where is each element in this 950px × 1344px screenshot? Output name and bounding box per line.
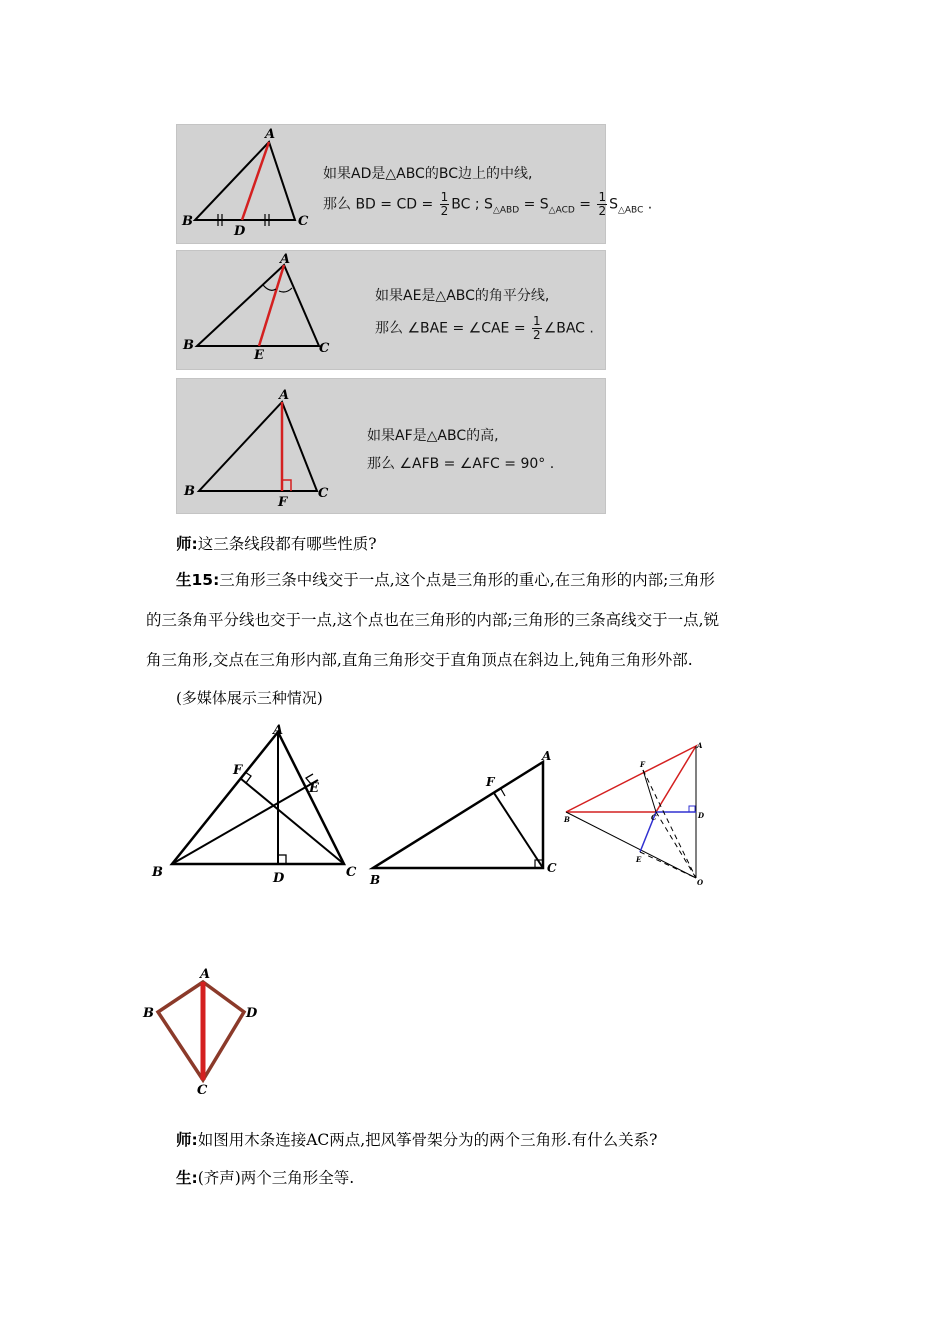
right-label-f: F xyxy=(486,775,495,789)
altitude-panel xyxy=(176,378,606,514)
altitude-cases-figure xyxy=(140,720,720,890)
label-b: B xyxy=(182,214,193,229)
median-panel xyxy=(176,124,653,244)
bisector-conclusion: 那么 ∠BAE = ∠CAE = $\frac{1}{2}$ ∠BAC . xyxy=(375,314,594,342)
kite-label-b: B xyxy=(143,1006,154,1021)
acute-label-e: E xyxy=(309,781,319,796)
acute-label-f: F xyxy=(233,763,243,778)
label-b: B xyxy=(184,484,195,499)
right-label-c: C xyxy=(547,861,557,875)
teacher-question-2: 师:如图用木条连接AC两点,把风筝骨架分为的两个三角形.有什么关系? xyxy=(176,1131,658,1149)
obtuse-label-e: E xyxy=(636,855,642,864)
obtuse-label-o: O xyxy=(697,878,704,887)
kite-figure xyxy=(136,962,276,1100)
label-a: A xyxy=(279,388,290,403)
median-conclusion: 那么 BD = CD = $\frac{1}{2}$ BC ; $S_{\triangle ABD} = S_{\triangle ACD}$ = $\frac{1}{2}$ $S_{\triangle ABC}$ . xyxy=(323,190,653,218)
obtuse-label-b: B xyxy=(564,815,570,824)
acute-label-c: C xyxy=(346,865,357,880)
bisector-definition: 如果AE是△ABC的角平分线, xyxy=(375,288,550,304)
bisector-diagram xyxy=(177,251,605,369)
obtuse-label-d: D xyxy=(698,811,705,820)
label-a: A xyxy=(280,252,291,267)
teacher-question-1: 师:这三条线段都有哪些性质? xyxy=(176,535,377,553)
right-label-b: B xyxy=(370,873,381,887)
acute-triangle xyxy=(151,723,357,886)
right-label-a: A xyxy=(542,749,552,763)
bisector-panel xyxy=(176,250,606,370)
multimedia-note: (多媒体展示三种情况) xyxy=(176,689,323,707)
obtuse-triangle xyxy=(563,741,705,887)
median-diagram xyxy=(177,125,605,243)
student-answer-line-3: 角三角形,交点在三角形内部,直角三角形交于直角顶点在斜边上,钝角三角形外部. xyxy=(146,651,693,669)
median-definition: 如果AD是△ABC的BC边上的中线, xyxy=(323,166,533,182)
altitude-conclusion: 那么 ∠AFB = ∠AFC = 90° . xyxy=(367,456,555,472)
label-c: C xyxy=(319,341,330,356)
kite-label-a: A xyxy=(200,967,211,982)
student-answer-line-2: 的三条角平分线也交于一点,这个点也在三角形的内部;三角形的三条高线交于一点,锐 xyxy=(146,611,720,629)
label-c: C xyxy=(318,486,329,501)
acute-label-d: D xyxy=(273,871,285,886)
kite-label-c: C xyxy=(197,1083,208,1098)
obtuse-label-a: A xyxy=(697,741,703,750)
acute-label-a: A xyxy=(273,723,284,738)
label-a: A xyxy=(265,127,276,142)
students-answer: 生:(齐声)两个三角形全等. xyxy=(176,1169,355,1187)
acute-label-b: B xyxy=(152,865,163,880)
label-c: C xyxy=(298,214,309,229)
kite-label-d: D xyxy=(246,1006,258,1021)
label-d: D xyxy=(234,224,246,239)
obtuse-label-c: C xyxy=(651,813,657,822)
altitude-diagram xyxy=(177,379,605,513)
label-e: E xyxy=(254,348,264,363)
label-f: F xyxy=(278,495,288,510)
altitude-definition: 如果AF是△ABC的高, xyxy=(367,428,499,444)
label-b: B xyxy=(183,338,194,353)
student-answer-line-1: 生15:三角形三条中线交于一点,这个点是三角形的重心,在三角形的内部;三角形 xyxy=(176,571,715,589)
obtuse-label-f: F xyxy=(640,760,645,769)
right-triangle xyxy=(369,749,557,887)
